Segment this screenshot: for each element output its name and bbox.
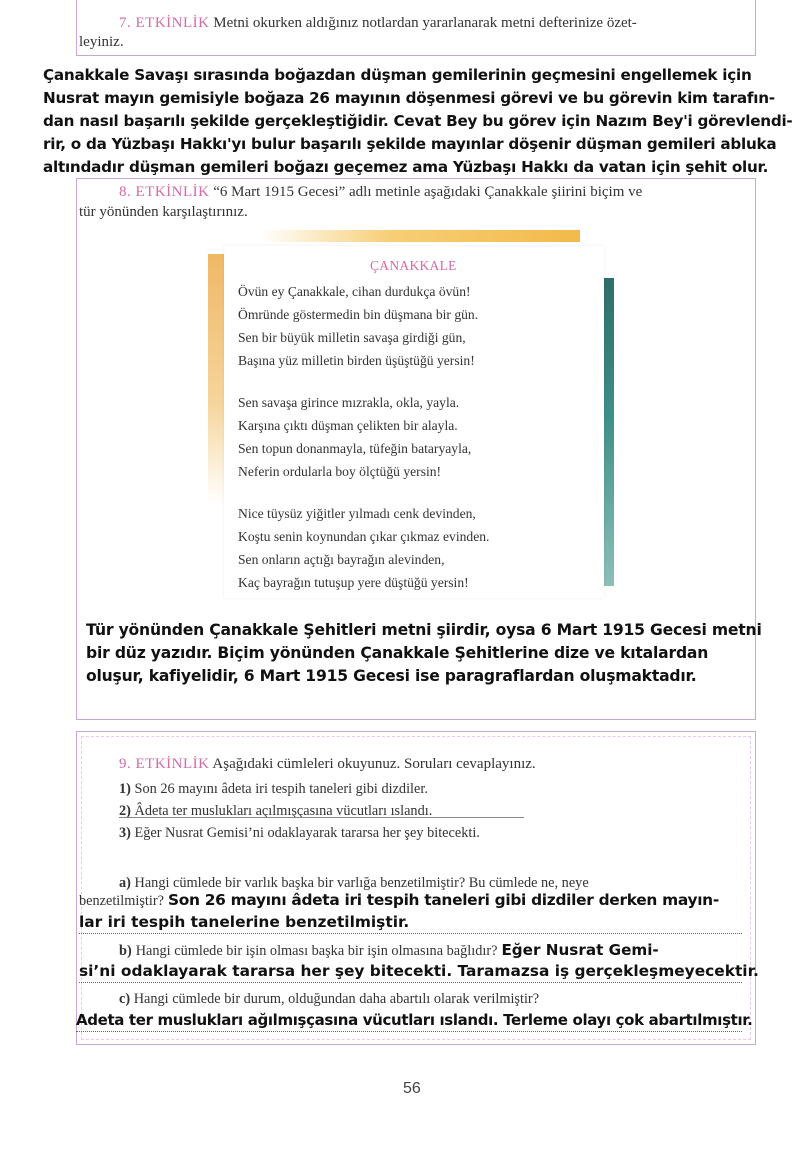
poem-line: Koştu senin koynundan çıkar çıkmaz evinden. [238,529,490,544]
poem-line: Övün ey Çanakkale, cihan durdukça övün! [238,284,471,299]
poem-line: Sen savaşa girince mızrakla, okla, yayla. [238,395,460,410]
activity-8-prompt-text: “6 Mart 1915 Gecesi” adlı metinle aşağıdaki Çanakkale şiirini biçim ve [213,184,643,200]
answer-line: rir, o da Yüzbaşı Hakkı'yı bulur başarılı şekilde mayınlar döşenir düşman gemileri abluka [43,135,777,153]
answer-a-line2-row [79,913,742,934]
answer-b-line1: Eğer Nusrat Gemi- [501,941,659,959]
activity-9-number: 9. ETKİNLİK [119,756,210,772]
poem-card-right-strip [603,278,614,586]
sentence-text: Son 26 mayını âdeta iri tespih taneleri gibi dizdiler. [134,781,428,797]
poem-line: Neferin ordularla boy ölçtüğü yersin! [238,464,442,479]
question-b-label: b) [119,943,132,959]
poem-line: Sen onların açtığı bayrağın alevinden, [238,552,445,567]
poem-line: Ömründe göstermedin bin düşmana bir gün. [238,307,479,322]
activity-8-prompt-line2: tür yönünden karşılaştırınız. [79,204,248,220]
question-c-line1 [119,988,539,1010]
answer-c-row [76,1011,753,1032]
answer-b-line2: si’ni odaklayarak tararsa her şey bitecekti. Taramazsa iş gerçekleşmeyecektir. [79,962,759,980]
sentence-number: 3) [119,825,131,841]
poem-card-top-strip [260,230,580,242]
poem-line: Sen bir büyük milletin savaşa girdiği gün, [238,330,466,345]
poem-line: Karşına çıktı düşman çelikten bir alayla. [238,418,458,433]
activity-7-answer [43,64,800,179]
answer-b-line2-row [79,962,759,983]
sentence-text: Eğer Nusrat Gemisi’ni odaklayarak tararsa her şey bitecekti. [134,825,480,841]
poem-line: Sen topun donanmayla, tüfeğin bataryayla, [238,441,472,456]
answer-a-line2: lar iri tespih tanelerine benzetilmiştir. [79,913,410,931]
poem-stanza-2 [238,391,471,483]
poem-stanza-3 [238,502,489,594]
answer-c: Adeta ter muslukları ağılmışçasına vücutları ıslandı. Terleme olayı çok abartılmıştır. [76,1011,753,1029]
sentence-list [119,778,480,844]
activity-9-prompt [119,755,536,774]
sentence-number: 2) [119,803,131,819]
question-a-text-cont: benzetilmiştir? [79,893,164,909]
poem-card-left-strip [208,254,224,504]
poem-line: Nice tüysüz yiğitler yılmadı cenk devinden, [238,506,476,521]
activity-8-prompt-line1 [119,183,642,202]
answer-line: Tür yönünden Çanakkale Şehitleri metni şiirdir, oysa 6 Mart 1915 Gecesi metni [86,621,762,639]
answer-line: Nusrat mayın gemisiyle boğaza 26 mayının döşenmesi görevi ve bu görevin kim tarafın- [43,89,775,107]
activity-9-prompt-text: Aşağıdaki cümleleri okuyunuz. Soruları cevaplayınız. [212,756,536,772]
poem-stanza-1 [238,280,478,372]
poem-line: Kaç bayrağın tutuşup yere düştüğü yersin! [238,575,469,590]
sentence-3 [119,822,480,844]
sentence-underline [119,817,524,818]
activity-7-prompt-text: Metni okurken aldığınız notlardan yararlanarak metni defterinize özet- [213,15,637,31]
question-c-text: Hangi cümlede bir durum, olduğundan daha abartılı olarak verilmiştir? [133,991,540,1007]
question-a-line2 [79,890,719,912]
activity-7-number: 7. ETKİNLİK [119,15,210,31]
page-number: 56 [403,1080,421,1097]
question-a-text: Hangi cümlede bir varlık başka bir varlığa benzetilmiştir? Bu cümlede ne, neye [134,875,589,891]
sentence-text: Âdeta ter muslukları açılmışçasına vücutları ıslandı. [134,803,433,819]
question-b-line1 [119,940,659,962]
activity-7-prompt-line2: leyiniz. [79,34,124,50]
activity-8-number: 8. ETKİNLİK [119,184,210,200]
answer-a-line1: Son 26 mayını âdeta iri tespih taneleri gibi dizdiler derken mayın- [167,891,719,909]
answer-line: oluşur, kafiyelidir, 6 Mart 1915 Gecesi ise paragraflardan oluşmaktadır. [86,667,697,685]
activity-7-prompt-line1 [119,14,759,33]
poem-line: Başına yüz milletin birden üşüştüğü yersin! [238,353,475,368]
answer-line: Çanakkale Savaşı sırasında boğazdan düşman gemilerinin geçmesini engellemek için [43,66,752,84]
poem-title: ÇANAKKALE [370,258,457,273]
answer-line: dan nasıl başarılı şekilde gerçekleştiğidir. Cevat Bey bu görev için Nazım Bey'i görevlendi- [43,112,793,130]
sentence-number: 1) [119,781,131,797]
answer-line: altındadır düşman gemileri boğazı geçemez ama Yüzbaşı Hakkı da vatan için şehit olur. [43,158,769,176]
question-a-label: a) [119,875,131,891]
sentence-1 [119,778,480,800]
question-b-text: Hangi cümlede bir işin olması başka bir işin olmasına bağlıdır? [135,943,498,959]
sentence-2 [119,800,480,822]
activity-8-answer [86,619,766,688]
question-c-label: c) [119,991,131,1007]
answer-line: bir düz yazıdır. Biçim yönünden Çanakkale Şehitlerine dize ve kıtalardan [86,644,709,662]
